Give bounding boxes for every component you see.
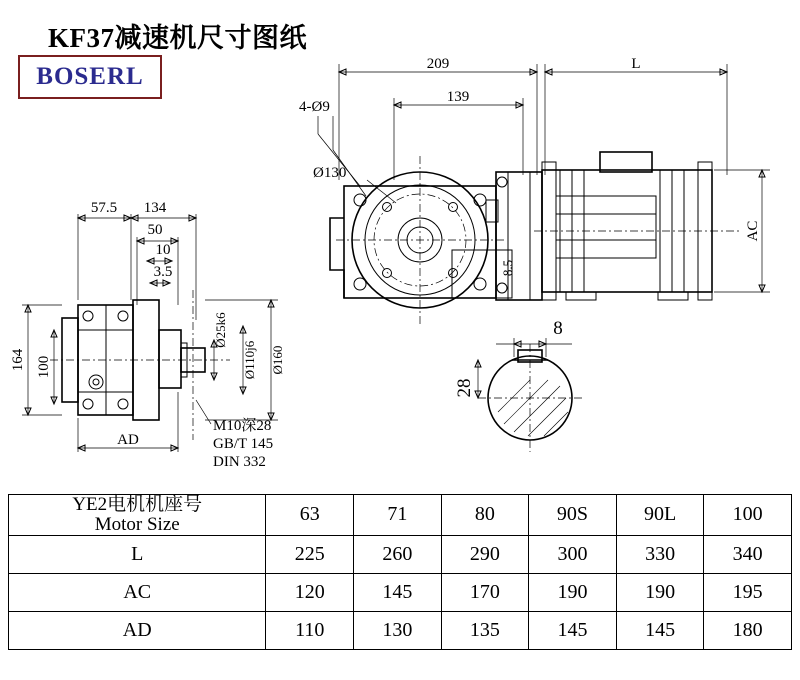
motor-adapter bbox=[486, 172, 542, 300]
cell-L-80: 290 bbox=[441, 535, 529, 573]
cell-AD-63: 110 bbox=[266, 611, 354, 649]
cell-AD-80: 135 bbox=[441, 611, 529, 649]
leader-thread-note bbox=[196, 400, 211, 424]
cell-motor-size-71: 71 bbox=[354, 495, 442, 536]
label-4xdia9: 4-Ø9 bbox=[299, 99, 330, 115]
dimension-8 bbox=[496, 338, 572, 357]
row-header-en: Motor Size bbox=[94, 513, 180, 535]
cell-L-90l: 330 bbox=[616, 535, 704, 573]
cell-AD-90l: 145 bbox=[616, 611, 704, 649]
logo-text: BOSERL bbox=[36, 63, 144, 90]
label-thread-note-1: M10深28 bbox=[213, 418, 272, 434]
cell-AC-80: 170 bbox=[441, 573, 529, 611]
cell-AD-71: 130 bbox=[354, 611, 442, 649]
cell-AD-90s: 145 bbox=[529, 611, 617, 649]
cell-AD-100: 180 bbox=[704, 611, 792, 649]
cell-motor-size-80: 80 bbox=[441, 495, 529, 536]
label-dim-100: 100 bbox=[36, 355, 52, 379]
label-dim-57-5: 57.5 bbox=[90, 200, 118, 216]
cell-AC-100: 195 bbox=[704, 573, 792, 611]
label-thread-note-2: GB/T 145 bbox=[213, 436, 274, 452]
label-dia-25k6: Ø25k6 bbox=[213, 312, 228, 348]
label-thread-note-3: DIN 332 bbox=[213, 454, 266, 470]
cell-L-100: 340 bbox=[704, 535, 792, 573]
label-dim-AD: AD bbox=[117, 432, 139, 448]
cell-AC-63: 120 bbox=[266, 573, 354, 611]
page-title: KF37减速机尺寸图纸 bbox=[48, 23, 307, 53]
dimension-209 bbox=[339, 64, 537, 180]
label-dim-139: 139 bbox=[446, 89, 470, 105]
dimension-3-5 bbox=[150, 280, 170, 286]
label-dim-28: 28 bbox=[454, 378, 475, 398]
cell-L-71: 260 bbox=[354, 535, 442, 573]
row-header-cn: YE2电机机座号 bbox=[72, 494, 203, 515]
dimension-28 bbox=[475, 360, 481, 398]
row-header-motor-size bbox=[9, 495, 266, 536]
row-header-AD: AD bbox=[9, 611, 266, 649]
dimension-139 bbox=[394, 98, 523, 180]
cell-motor-size-90s: 90S bbox=[529, 495, 617, 536]
label-dim-164: 164 bbox=[10, 348, 26, 372]
label-dim-8: 8 bbox=[553, 318, 563, 339]
cell-motor-size-90l: 90L bbox=[616, 495, 704, 536]
label-dim-209: 209 bbox=[426, 56, 450, 72]
label-dim-8-5: 8.5 bbox=[500, 259, 515, 277]
label-dim-50: 50 bbox=[147, 222, 163, 238]
dimension-L bbox=[545, 64, 727, 175]
shaft-section-detail bbox=[478, 344, 582, 452]
cell-L-90s: 300 bbox=[529, 535, 617, 573]
label-dim-134: 134 bbox=[143, 200, 167, 216]
table-row bbox=[9, 495, 792, 536]
row-header-AC: AC bbox=[9, 573, 266, 611]
label-dia-130: Ø130 bbox=[313, 165, 347, 181]
cell-motor-size-100: 100 bbox=[704, 495, 792, 536]
label-dim-10: 10 bbox=[155, 242, 171, 258]
dimension-57-5 bbox=[78, 214, 131, 300]
cell-AC-90l: 190 bbox=[616, 573, 704, 611]
table-row bbox=[9, 611, 792, 649]
table-row bbox=[9, 535, 792, 573]
cell-AC-90s: 190 bbox=[529, 573, 617, 611]
label-dia-160: Ø160 bbox=[270, 345, 285, 375]
cell-AC-71: 145 bbox=[354, 573, 442, 611]
gearbox-housing bbox=[330, 156, 512, 324]
label-dia-110j6: Ø110j6 bbox=[242, 340, 257, 380]
leader-4xdia9 bbox=[318, 116, 366, 196]
motor-body bbox=[534, 152, 740, 300]
row-header-L: L bbox=[9, 535, 266, 573]
table-row bbox=[9, 573, 792, 611]
label-dim-AC: AC bbox=[745, 220, 761, 242]
label-dim-3-5: 3.5 bbox=[153, 264, 173, 280]
gearbox-left-view bbox=[50, 290, 230, 440]
label-dim-L: L bbox=[631, 56, 641, 72]
cell-motor-size-63: 63 bbox=[266, 495, 354, 536]
cell-L-63: 225 bbox=[266, 535, 354, 573]
motor-size-table bbox=[8, 494, 792, 650]
